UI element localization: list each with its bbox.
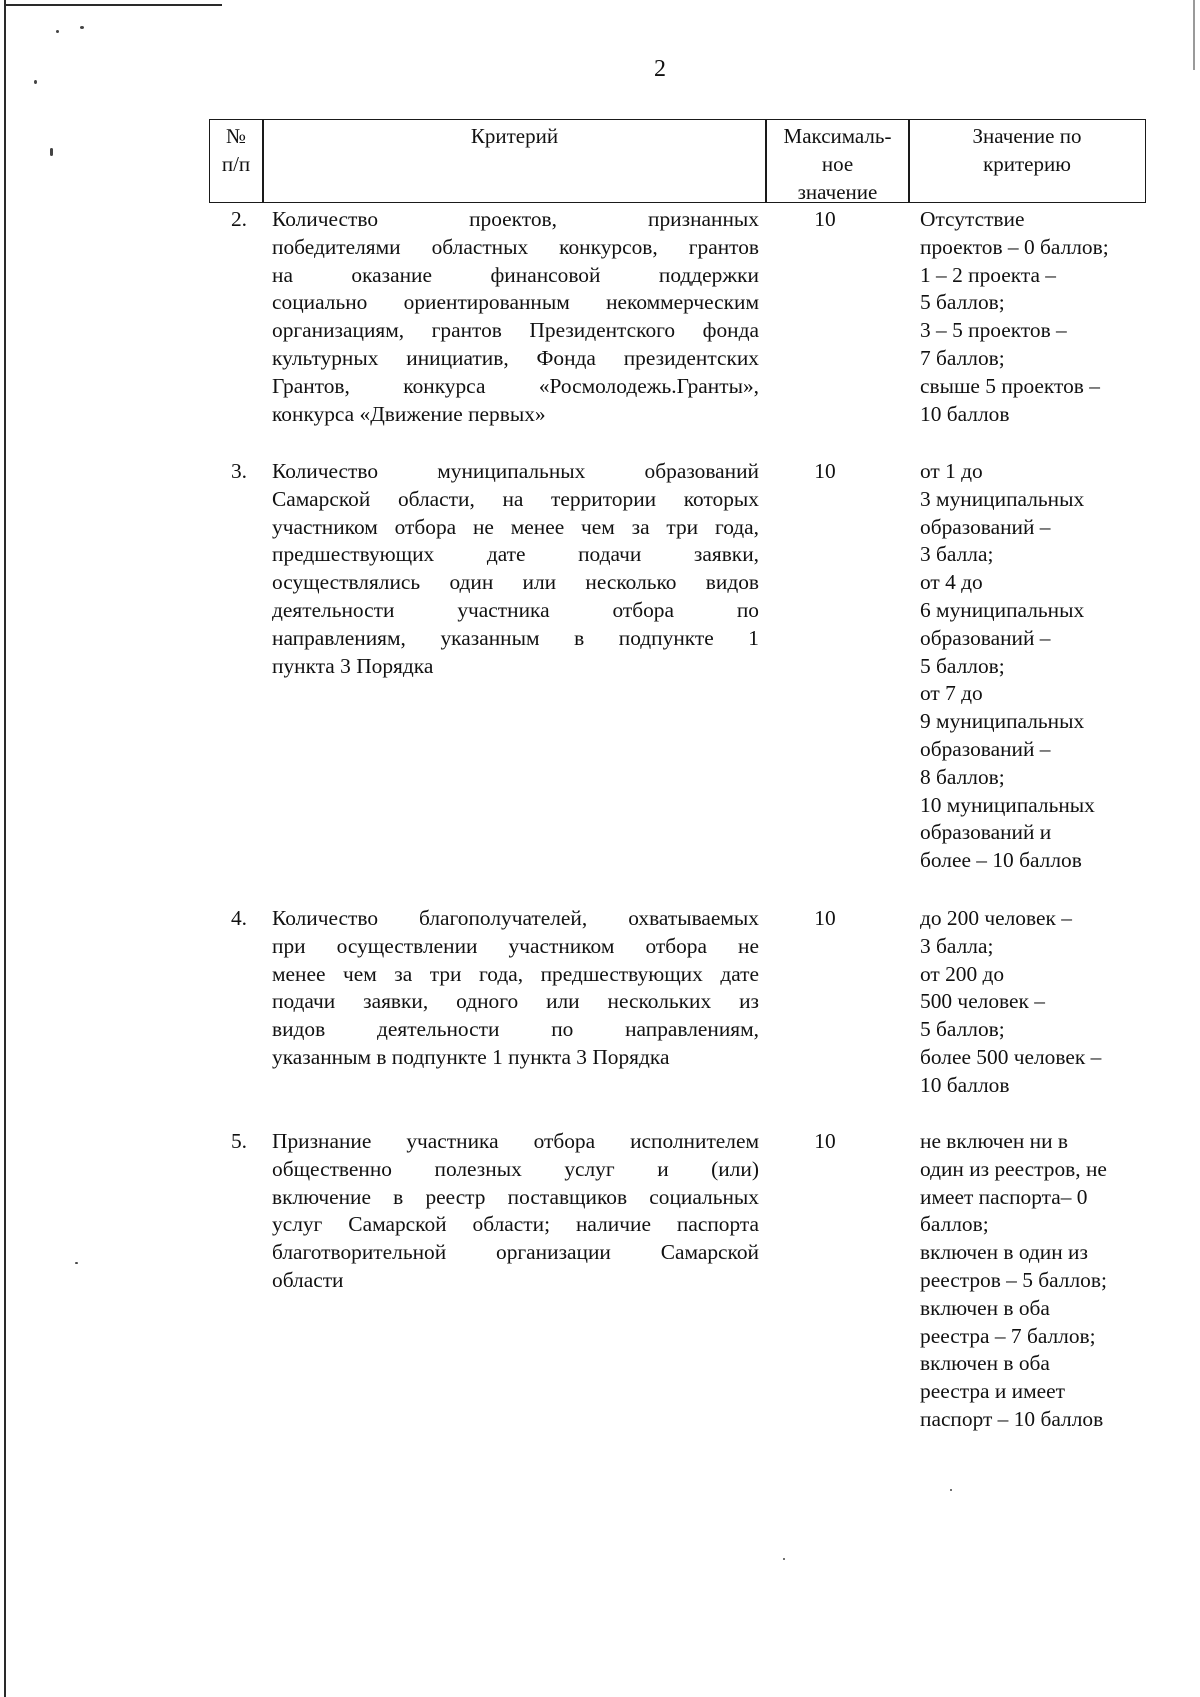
row-criterion-value [920, 905, 1146, 1100]
criterion-line: участником отбора не менее чем за три года, [272, 514, 759, 539]
row-max-value: 10 [814, 906, 836, 930]
value-line: 10 баллов [920, 401, 1010, 426]
criterion-line: услуг Самарской области; наличие паспорта [272, 1212, 759, 1237]
value-line: не включен ни в [920, 1129, 1069, 1153]
scan-speck [34, 80, 37, 84]
table-header [209, 119, 1146, 203]
criterion-line: видов деятельности по направлениям, [272, 1017, 759, 1042]
criterion-line: осуществлялись один или несколько видов [272, 570, 759, 595]
scan-speck [56, 30, 59, 33]
value-line: образований – [920, 736, 1051, 761]
value-line: более – 10 баллов [920, 848, 1082, 873]
criterion-line: Количество проектов, признанных [272, 207, 759, 231]
row-max-value: 10 [814, 459, 836, 483]
value-line: 3 – 5 проектов – [920, 318, 1067, 343]
row-criterion-value [920, 1128, 1146, 1434]
row-number: 2. [230, 207, 247, 231]
header-num-line: п/п [221, 152, 251, 176]
value-line: 6 муниципальных [920, 597, 1085, 622]
criterion-line: менее чем за три года, предшествующих дате [272, 961, 759, 986]
value-line: 10 баллов [920, 1072, 1010, 1097]
row-max-value: 10 [814, 207, 836, 231]
value-line: 8 баллов; [920, 764, 1005, 789]
criterion-line: конкурса «Движение первых» [272, 401, 546, 426]
value-line: имеет паспорта– 0 [920, 1184, 1088, 1209]
criterion-line: пункта 3 Порядка [272, 653, 434, 678]
value-line: включен в оба [920, 1351, 1050, 1376]
value-line: 7 баллов; [920, 345, 1005, 370]
header-value-line: критерию [983, 152, 1071, 176]
value-line: один из реестров, не [920, 1156, 1107, 1181]
criterion-line: деятельности участника отбора по [272, 597, 759, 622]
value-line: образований и [920, 820, 1052, 845]
value-line: от 7 до [920, 681, 983, 706]
row-criterion-value [920, 458, 1146, 875]
value-line: паспорт – 10 баллов [920, 1406, 1104, 1431]
value-line: 500 человек – [920, 989, 1045, 1014]
criterion-line: включение в реестр поставщиков социальных [272, 1184, 759, 1209]
row-criterion [272, 458, 759, 680]
scan-edge-top [4, 4, 222, 6]
header-max-line: Максималь- [783, 124, 892, 148]
criterion-line: области [272, 1267, 344, 1292]
criterion-line: Количество благополучателей, охватываемых [272, 906, 759, 930]
criterion-line: указанным в подпункте 1 пункта 3 Порядка [272, 1044, 670, 1069]
value-line: 10 муниципальных [920, 792, 1095, 817]
criterion-line: Грантов, конкурса «Росмолодежь.Гранты», [272, 373, 759, 398]
value-line: 3 балла; [920, 542, 994, 567]
value-line: баллов; [920, 1212, 989, 1237]
value-line: 9 муниципальных [920, 709, 1085, 734]
scan-edge-right [1193, 0, 1195, 70]
row-criterion-value [920, 206, 1146, 428]
criterion-line: Самарской области, на территории которых [272, 486, 759, 511]
scan-speck [783, 1558, 785, 1560]
value-line: Отсутствие [920, 207, 1025, 231]
header-criterion-text: Критерий [470, 124, 559, 148]
value-line: реестра – 7 баллов; [920, 1323, 1096, 1348]
value-line: свыше 5 проектов – [920, 373, 1100, 398]
row-criterion [272, 905, 759, 1072]
criterion-line: на оказание финансовой поддержки [272, 262, 759, 287]
value-line: 5 баллов; [920, 1017, 1005, 1042]
value-line: реестра и имеет [920, 1379, 1065, 1404]
criterion-line: победителями областных конкурсов, грантов [272, 234, 759, 259]
criterion-line: направлениям, указанным в подпункте 1 [272, 625, 759, 650]
criterion-line: подачи заявки, одного или нескольких из [272, 989, 759, 1014]
criterion-line: социально ориентированным некоммерческим [272, 290, 759, 315]
value-line: 3 муниципальных [920, 486, 1085, 511]
scan-edge-left [4, 0, 6, 1697]
row-number: 3. [230, 459, 247, 483]
criterion-line: культурных инициатив, Фонда президентских [272, 345, 759, 370]
row-criterion [272, 206, 759, 428]
criterion-line: общественно полезных услуг и (или) [272, 1156, 759, 1181]
scan-speck [50, 148, 53, 156]
header-max-line: значение [797, 180, 878, 204]
value-line: 5 баллов; [920, 290, 1005, 315]
row-criterion [272, 1128, 759, 1295]
row-max-value: 10 [814, 1129, 836, 1153]
header-max [767, 120, 908, 202]
criterion-line: Количество муниципальных образований [272, 459, 759, 483]
header-num [210, 120, 262, 202]
criterion-line: благотворительной организации Самарской [272, 1240, 759, 1265]
criterion-line: Признание участника отбора исполнителем [272, 1129, 759, 1153]
criterion-line: предшествующих дате подачи заявки, [272, 542, 759, 567]
value-line: образований – [920, 625, 1051, 650]
value-line: от 200 до [920, 961, 1005, 986]
header-value-line: Значение по [972, 124, 1082, 148]
value-line: 5 баллов; [920, 653, 1005, 678]
value-line: 3 балла; [920, 933, 994, 958]
value-line: от 4 до [920, 570, 983, 595]
value-line: включен в оба [920, 1295, 1050, 1320]
value-line: более 500 человек – [920, 1044, 1102, 1069]
value-line: образований – [920, 514, 1051, 539]
value-line: до 200 человек – [920, 906, 1072, 930]
value-line: от 1 до [920, 459, 983, 483]
criterion-line: при осуществлении участником отбора не [272, 933, 759, 958]
scan-speck [80, 26, 84, 29]
value-line: проектов – 0 баллов; [920, 234, 1109, 259]
scan-speck [75, 1262, 78, 1264]
scan-speck [950, 1489, 952, 1491]
page-number: 2 [654, 56, 666, 82]
header-num-line: № [225, 124, 247, 148]
value-line: включен в один из [920, 1240, 1088, 1265]
criterion-line: организациям, грантов Президентского фонда [272, 318, 759, 343]
header-max-line: ное [821, 152, 854, 176]
row-number: 4. [230, 906, 247, 930]
header-value [910, 120, 1144, 202]
value-line: реестров – 5 баллов; [920, 1267, 1107, 1292]
header-criterion [264, 120, 765, 202]
value-line: 1 – 2 проекта – [920, 262, 1056, 287]
row-number: 5. [230, 1129, 247, 1153]
